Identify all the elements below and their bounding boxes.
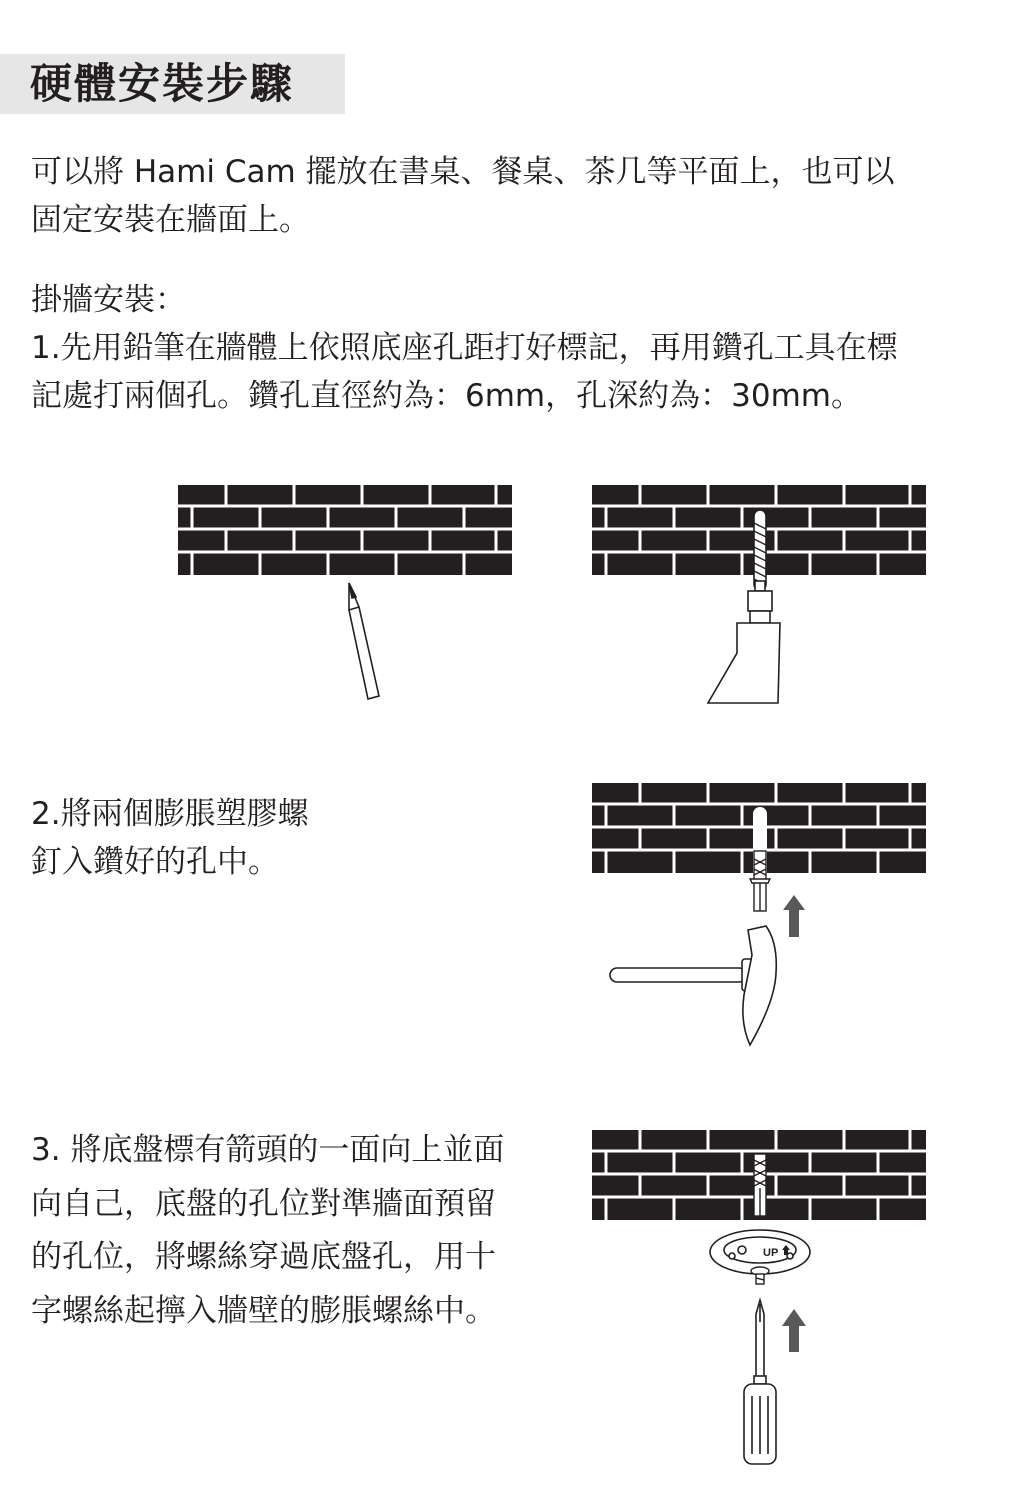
base-plate-label: UP (763, 1247, 779, 1259)
arrow-up-icon (783, 895, 805, 937)
pencil-icon (349, 583, 379, 699)
hammer-anchor-illustration (592, 783, 928, 1048)
step1-line-1: 1.先用鉛筆在牆體上依照底座孔距打好標記，再用鑽孔工具在標 (31, 330, 898, 366)
screwdriver-icon (744, 1300, 776, 1464)
step2-paragraph (31, 790, 309, 886)
wall-mount-heading: 掛牆安裝： (31, 282, 186, 318)
step3-line-4: 字螺絲起擰入牆壁的膨脹螺絲中。 (31, 1292, 496, 1329)
wall-mount-paragraph (31, 276, 898, 420)
intro-line-1: 可以將 Hami Cam 擺放在書桌、餐桌、茶几等平面上，也可以 (31, 154, 895, 190)
screwdriver-base-illustration (592, 1130, 928, 1470)
brick-wall (178, 485, 512, 575)
step3-line-1: 3. 將底盤標有箭頭的一面向上並面 (31, 1132, 505, 1168)
hammer-icon (610, 926, 776, 1045)
step2-line-2: 釘入鑽好的孔中。 (31, 844, 279, 880)
plastic-anchor-icon (754, 1154, 766, 1216)
screw-icon (751, 1267, 769, 1284)
step3-line-3: 的孔位，將螺絲穿過底盤孔，用十 (31, 1239, 496, 1275)
drill-illustration (592, 485, 928, 705)
page-title: 硬體安裝步驟 (30, 59, 295, 108)
arrow-up-icon (782, 1309, 806, 1352)
intro-paragraph (31, 148, 895, 244)
intro-line-2: 固定安裝在牆面上。 (31, 202, 310, 238)
step3-line-2: 向自己，底盤的孔位對準牆面預留 (31, 1185, 496, 1222)
step2-line-1: 2.將兩個膨脹塑膠螺 (31, 796, 309, 832)
step3-paragraph (31, 1124, 504, 1338)
step1-line-2: 記處打兩個孔。鑽孔直徑約為：6mm，孔深約為：30mm。 (31, 378, 862, 414)
pencil-mark-illustration (178, 485, 514, 705)
section-title-bar (0, 54, 345, 114)
